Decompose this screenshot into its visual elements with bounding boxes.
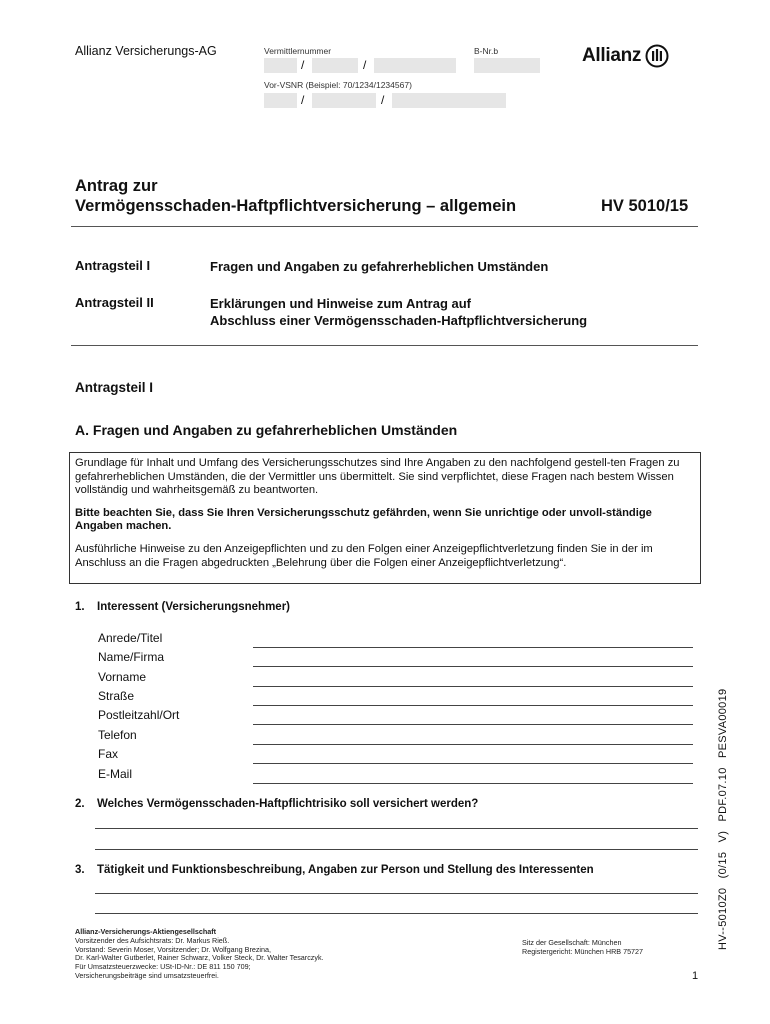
answer-line-q2-1[interactable] (95, 828, 698, 829)
question-2-title: Welches Vermögensschaden-Haftpflichtrisiko soll versichert werden? (97, 798, 479, 810)
part-1-text: Fragen und Angaben zu gefahrerheblichen Umständen (210, 259, 549, 274)
logo-text: Allianz (582, 45, 642, 66)
part-2-label: Antragsteil II (75, 295, 154, 310)
footer-line-4: Für Umsatzsteuerzwecke: USt-ID-Nr.: DE 811 150 709; (75, 962, 251, 972)
part-2-text-line2: Abschluss einer Vermögensschaden-Haftpflichtversicherung (210, 313, 588, 328)
field-line-email[interactable] (253, 783, 693, 784)
footer-registration (522, 938, 643, 957)
footer-register: Registergericht: München HRB 75727 (522, 947, 644, 957)
footer-line-2: Vorstand: Severin Moser, Vorsitzender; Dr. Wolfgang Brezina, (75, 944, 272, 954)
part-1-label: Antragsteil I (75, 258, 151, 273)
divider (71, 226, 698, 227)
vermittlernummer-box-2[interactable] (312, 58, 358, 73)
vermittlernummer-box-3[interactable] (374, 58, 456, 73)
slash: / (381, 93, 385, 107)
footer-line-5: Versicherungsbeiträge sind umsatzsteuerfrei. (75, 970, 219, 980)
footer-company: Allianz-Versicherungs-Aktiengesellschaft (75, 927, 216, 936)
info-box (69, 452, 701, 584)
field-label-fax: Fax (98, 747, 119, 761)
form-vertical-code: HV--5010Z0 (0/15 V) PDF.07.10 PESVA00019 (717, 688, 729, 950)
field-label-plz-ort: Postleitzahl/Ort (98, 708, 180, 722)
form-code: HV 5010/15 (601, 197, 689, 215)
field-label-name: Name/Firma (98, 650, 165, 664)
field-label-telefon: Telefon (98, 728, 137, 742)
bnr-label: B-Nr.b (474, 46, 499, 56)
divider (71, 345, 698, 346)
slash: / (363, 58, 367, 72)
field-line-plz-ort[interactable] (253, 724, 693, 725)
slash: / (301, 93, 305, 107)
vorvsnr-label: Vor-VSNR (Beispiel: 70/1234/1234567) (264, 80, 412, 90)
info-warning: Bitte beachten Sie, dass Sie Ihren Versicherungsschutz gefährden, wenn Sie unrichtige oder unvoll-ständige Angaben machen. (75, 506, 652, 533)
slash: / (301, 58, 305, 72)
footer-line-3: Dr. Karl-Walter Gutberlet, Rainer Schwarz, Volker Steck, Dr. Walter Tesarczyk. (75, 953, 324, 963)
vermittlernummer-box-1[interactable] (264, 58, 297, 73)
field-line-fax[interactable] (253, 763, 693, 764)
page-number: 1 (692, 970, 699, 982)
info-paragraph-1: Grundlage für Inhalt und Umfang des Versicherungsschutzes sind Ihre Angaben zu den nachfolgend gestell-ten Fragen zu gefahrerheblichen Umständen, die der Vermittler uns übermittelt. Sie sind verpflichtet, diese Fragen nach bestem Wissen vollständig und wahrheitsgemäß zu beantworten. (75, 457, 680, 497)
footer-seat: Sitz der Gesellschaft: München (522, 938, 622, 947)
field-line-vorname[interactable] (253, 686, 693, 687)
bnr-box[interactable] (474, 58, 540, 73)
vorvsnr-box-1[interactable] (264, 93, 297, 108)
field-label-strasse: Straße (98, 689, 135, 703)
field-line-anrede[interactable] (253, 647, 693, 648)
answer-line-q3-1[interactable] (95, 893, 698, 894)
field-line-name[interactable] (253, 666, 693, 667)
question-3-number: 3. (75, 864, 85, 876)
section-part-heading: Antragsteil I (75, 380, 154, 395)
field-label-anrede: Anrede/Titel (98, 631, 163, 645)
info-paragraph-3: Ausführliche Hinweise zu den Anzeigepflichten und zu den Folgen einer Anzeigepflichtverletzung finden Sie in der im Anschluss an die Fragen abgedruckten „Belehrung über die Folgen einer Anzeigepflichtverletzung“. (75, 542, 653, 569)
answer-line-q2-2[interactable] (95, 849, 698, 850)
vorvsnr-box-2[interactable] (312, 93, 376, 108)
question-1-number: 1. (75, 601, 85, 613)
field-line-telefon[interactable] (253, 744, 693, 745)
question-1-title: Interessent (Versicherungsnehmer) (97, 601, 291, 613)
field-line-strasse[interactable] (253, 705, 693, 706)
field-label-vorname: Vorname (98, 670, 147, 684)
allianz-logo (582, 44, 669, 68)
answer-line-q3-2[interactable] (95, 913, 698, 914)
footer-line-1: Vorsitzender des Aufsichtsrats: Dr. Markus Rieß. (75, 935, 230, 945)
company-name: Allianz Versicherungs-AG (75, 44, 217, 58)
footer-legal (75, 928, 324, 981)
question-3-title: Tätigkeit und Funktionsbeschreibung, Angaben zur Person und Stellung des Interessenten (97, 864, 594, 876)
section-heading: A. Fragen und Angaben zu gefahrerheblichen Umständen (75, 422, 458, 438)
field-label-email: E-Mail (98, 767, 133, 781)
question-2-number: 2. (75, 798, 85, 810)
vorvsnr-box-3[interactable] (392, 93, 506, 108)
allianz-eagle-icon (645, 44, 669, 68)
form-title-line1: Antrag zur (75, 177, 158, 195)
part-2-text-line1: Erklärungen und Hinweise zum Antrag auf (210, 296, 471, 311)
vermittlernummer-label: Vermittlernummer (264, 46, 332, 56)
form-title-line2: Vermögensschaden-Haftpflichtversicherung – allgemein (75, 197, 517, 215)
